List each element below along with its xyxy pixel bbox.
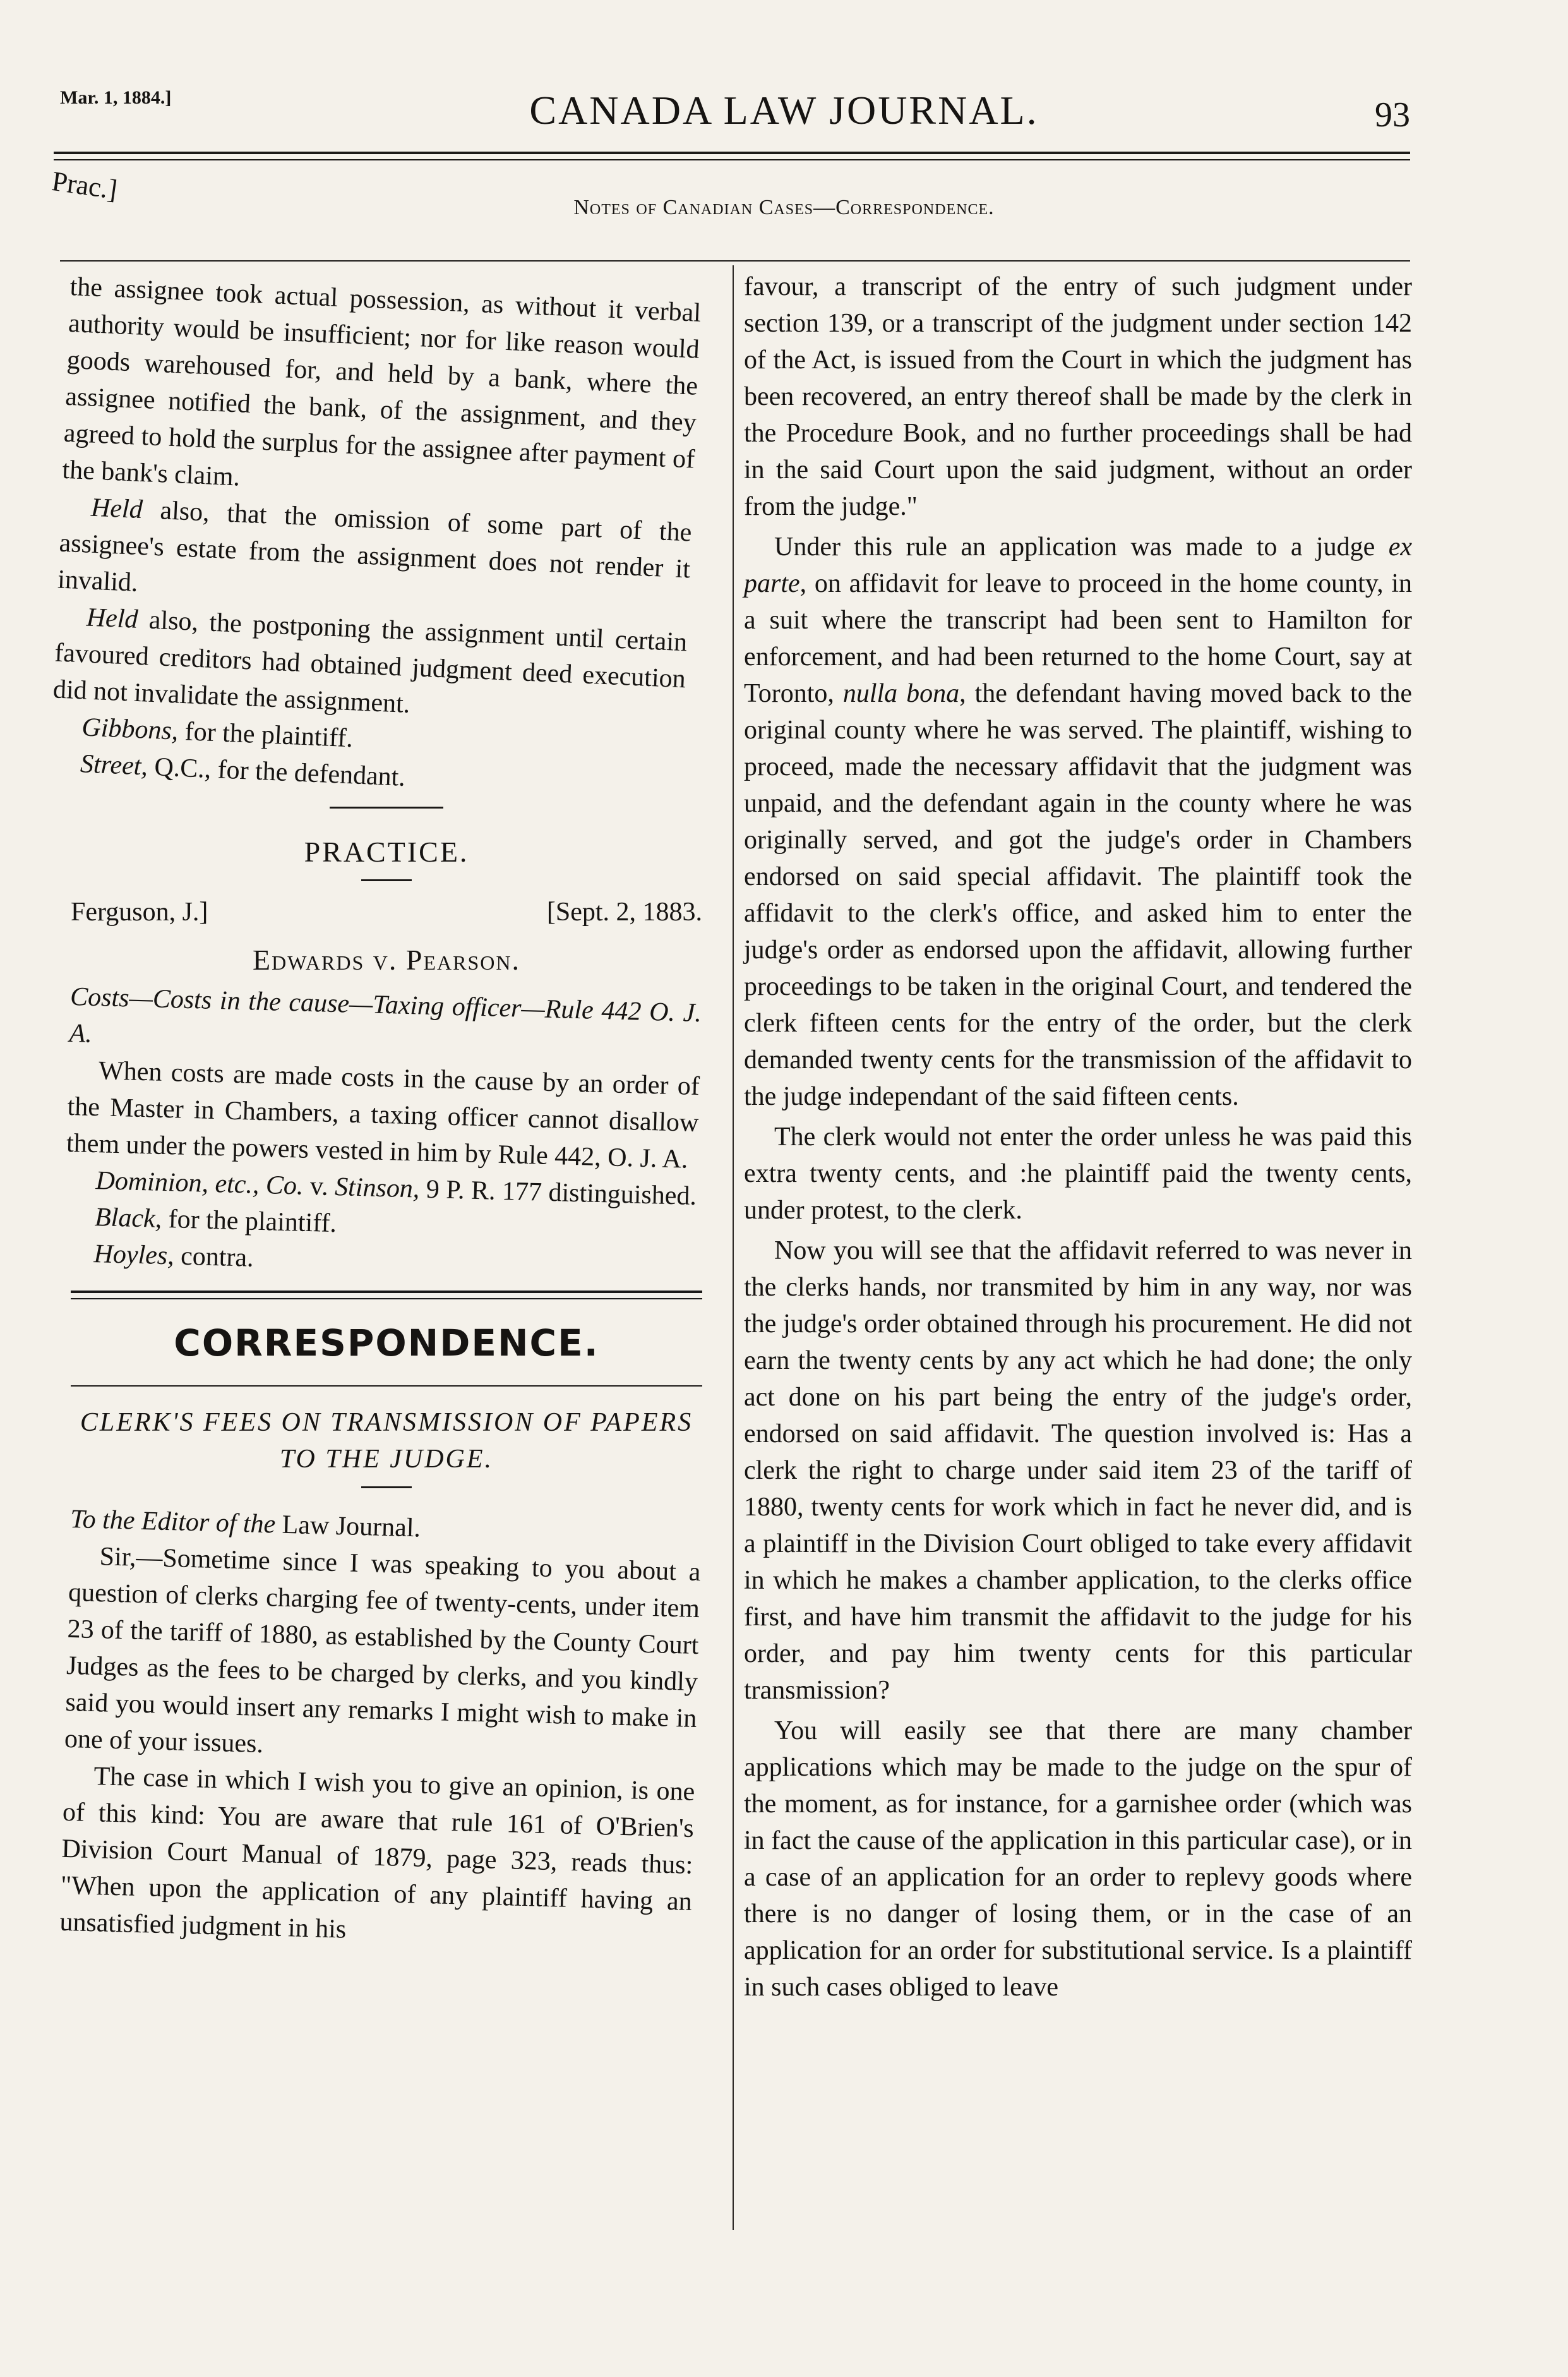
court-side-tag: Prac.] [50,165,119,205]
correspondence-heading: CORRESPONDENCE. [174,1321,599,1364]
paragraph-text: Under this rule an application was made to a judge [774,533,1389,562]
paragraph: You will easily see that there are many chamber applications which may be made to the judge on the spur of the moment, as for instance, for a garnishee order (which was in fact the cause of the application in this particular case), or in a case of an application for an order to replevy goods where there is no danger of losing them, or in the case of an application for an order for substitutional service. Is a plaintiff in such cases obliged to leave [744,1716,1412,2002]
letter-block [59,1501,702,1957]
paragraph-text: , on affidavit for leave to proceed in the home county, in a suit where the transcript had been sent to Hamilton for enforcement, and had been returned to the home Court, say at Toronto, [744,569,1412,708]
counsel-name: Black, [94,1203,162,1234]
paragraph: Now you will see that the affidavit referred to was never in the clerks hands, nor transmited by him in any way, nor was the judge's order obtained through his procurement. He did not earn the twenty cents by any act which he had done; the only act done on his part being the entry of the judge's order, endorsed on said affidavit. The question involved is: Has a clerk the right to charge under said item 23 of the tariff of 1880, twenty cents for work which in fact he never did, and is a plaintiff in the Division Court obliged to take every affidavit in which he makes a chamber application, to the clerks office first, and have him transmit the affidavit to the judge for his order, and pay him twenty cents for this particular transmission? [744,1236,1412,1705]
double-rule-top [71,1291,702,1293]
case-meta [71,894,702,930]
header-rule-thin [54,159,1410,160]
issue-date: Mar. 1, 1884.] [60,87,172,108]
italic-term: Held [85,603,139,634]
correspondence-rule [71,1385,702,1387]
counsel-name: Hoyles, [93,1239,175,1271]
short-rule [361,1486,412,1488]
paragraph: When costs are made costs in the cause by an order of the Master in Chambers, a taxing officer cannot disallow them under the powers vested in him by Rule 442, O. J. A. [66,1056,700,1174]
paragraph-text: , the defendant having moved back to the original county where he was served. The plaintiff, wishing to proceed, made the necessary affidavit that the judgment was unpaid, and the defendant again in the county where he was originally served, and got the judge's order in Chambers endorsed on said special affidavit. The plaintiff took the affidavit to the clerk's office, and asked him to enter the judge's order as endorsed upon the affidavit, allowing further proceedings to be taken in the original Court, and tendered the clerk fifteen cents for the entry of the order, but the clerk demanded twenty cents for the transmission of the affidavit to the judge independant of the said fifteen cents. [744,679,1412,1111]
paragraph: Sir,—Sometime since I was speaking to you about a question of clerks charging fee of twenty-cents, under item 23 of the tariff of 1880, as established by the County Court Judges as the fees to be charged by clerks, and you kindly said you would insert any remarks I might wish to make in one of your issues. [64,1542,701,1759]
counsel-role: contra. [174,1241,254,1273]
page-number: 93 [1375,95,1410,135]
counsel-name: Street, [80,749,148,781]
case-cite-italic: Dominion, etc., Co. [95,1166,304,1201]
right-column [744,268,1412,2009]
counsel-role: for the plaintiff. [161,1204,337,1239]
case-name: Edwards v. Pearson. [253,944,520,976]
section-rule [60,260,1410,262]
left-upper-block [49,268,702,807]
judge-name: Ferguson, J.] [71,898,208,927]
paragraph-text: also, that the omission of some part of the assignee's estate from the assignment does not render it invalid. [57,495,693,598]
salutation-text: Law Journal. [275,1510,421,1543]
case-cite-italic: Stinson, [334,1172,420,1204]
paragraph-text: v. [302,1171,335,1202]
headnote-text: —Costs in the cause—Taxing officer—Rule 442 O. J. A. [69,984,702,1049]
double-rule-bottom [71,1298,702,1299]
short-rule [361,879,412,881]
counsel-name: Gibbons, [81,713,179,746]
counsel-role: Q.C., for the defendant. [147,752,406,792]
letter-title: CLERK'S FEES ON TRANSMISSION OF PAPERS TO THE JUDGE. [80,1408,693,1474]
latin-term: nulla bona [842,679,960,708]
case-date: [Sept. 2, 1883. [546,898,702,927]
paragraph [744,529,1412,1115]
paragraph: The clerk would not enter the order unless he was paid this extra twenty cents, and :he plaintiff paid the twenty cents, under protest, to the clerk. [744,1122,1412,1225]
counsel-role: for the plaintiff. [177,716,354,754]
paragraph-text: also, the postponing the assignment until certain favoured creditors had obtained judgment deed execution did not invalidate the assignment. [52,605,688,719]
running-section-title: Notes of Canadian Cases—Correspondence. [573,196,995,219]
paragraph: The case in which I wish you to give an opinion, is one of this kind: You are aware that rule 161 of O'Brien's Division Court Manual of 1879, page 323, reads thus: "When upon the application of any plaintiff having an unsatisfied judgment in his [59,1762,695,1944]
paragraph: the assignee took actual possession, as without it verbal authority would be insufficient; nor for like reason would goods warehoused for, and held by a bank, where the assignee notified the bank, of the assignment, and they agreed to hold the surplus for the assignee after payment of the bank's claim. [61,272,702,492]
header-rule [54,152,1410,154]
paragraph-text: 9 P. R. 177 distinguished. [419,1174,697,1212]
headnote-lead: Costs [69,982,130,1013]
journal-title: CANADA LAW JOURNAL. [529,88,1039,133]
salutation-italic: To the Editor of the [69,1504,276,1539]
column-divider [733,265,734,2230]
left-lower-block [63,978,702,1288]
latin-term: ex parte [744,533,1412,598]
left-column [52,268,702,1944]
paragraph: favour, a transcript of the entry of such judgment under section 139, or a transcript of the judgment under section 142 of the Act, is issued from the Court in which the judgment has been recovered, an entry thereof shall be made by the clerk in the Procedure Book, and no further proceedings shall be had in the said Court upon the said judgment, without an order from the judge." [744,272,1412,521]
practice-heading: PRACTICE. [304,836,469,868]
section-break-rule [330,807,443,809]
italic-term: Held [90,493,143,525]
